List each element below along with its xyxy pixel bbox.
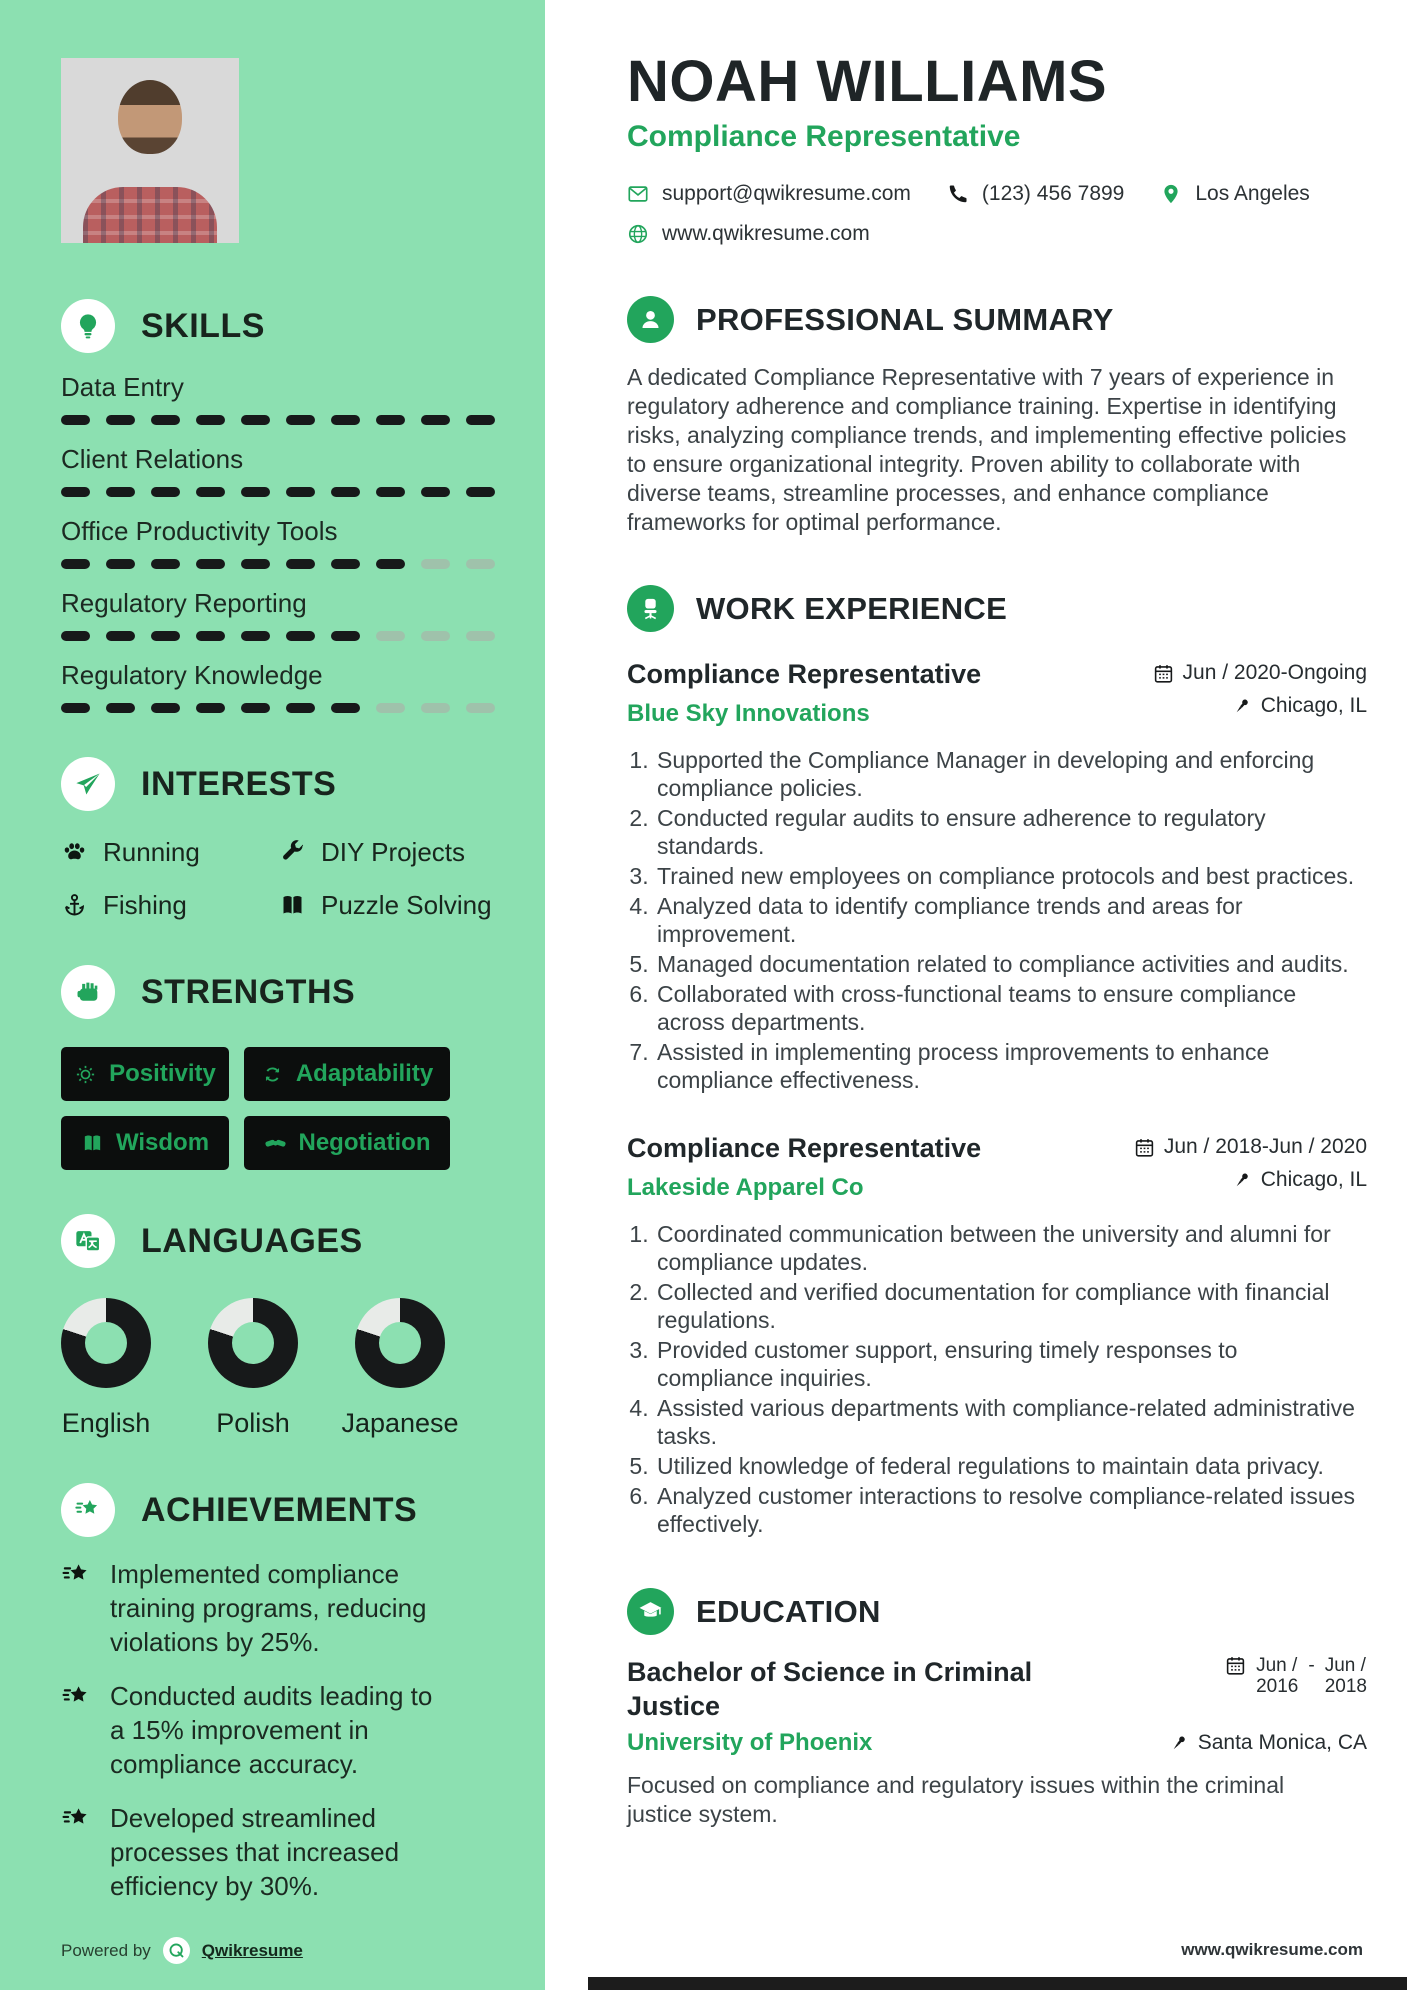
language-label: Polish <box>216 1408 290 1438</box>
star-lines-icon <box>61 1483 115 1537</box>
person-icon <box>627 296 674 343</box>
strengths-title: STRENGTHS <box>141 972 356 1011</box>
interest-label: Running <box>103 837 200 867</box>
achievements-title: ACHIEVEMENTS <box>141 1490 418 1529</box>
skill-dash <box>286 415 315 425</box>
skill-dash <box>241 631 270 641</box>
calendar-icon <box>1134 1137 1155 1158</box>
star-lines-icon <box>61 1560 92 1591</box>
interests-list <box>61 837 495 921</box>
education-start-year: 2016 <box>1256 1676 1299 1697</box>
education-end-month: Jun / <box>1324 1655 1366 1676</box>
interest-item <box>279 890 495 921</box>
summary-text: A dedicated Compliance Representative with 7 years of experience in regulatory adherence and compliance training. Expertise in identifying risks, analyzing compliance trends, and implementing effective policies to ensure organizational integrity. Proven ability to collaborate with diverse teams, streamline processes, and enhance compliance frameworks for optimal performance. <box>627 364 1347 535</box>
strengths-section <box>61 965 495 1170</box>
translate-icon <box>61 1214 115 1268</box>
strength-label: Adaptability <box>295 1060 434 1087</box>
strength-pill <box>244 1047 450 1101</box>
skill-dash <box>376 703 405 713</box>
education-location-text: Santa Monica, CA <box>1197 1731 1367 1754</box>
calendar-icon <box>1153 663 1174 684</box>
achievement-text: Implemented compliance training programs, reducing violations by 25%. <box>110 1559 427 1657</box>
interest-item <box>279 837 495 868</box>
skill-dash <box>376 559 405 569</box>
skill-dash <box>106 559 135 569</box>
job-dates <box>1153 661 1367 685</box>
experience-section-header <box>627 585 1367 632</box>
skill-dash <box>376 631 405 641</box>
skill-dash <box>376 415 405 425</box>
anchor-icon <box>61 892 88 919</box>
job-bullet-list <box>627 746 1355 1094</box>
language-item <box>341 1298 459 1439</box>
interests-title: INTERESTS <box>141 764 337 803</box>
skill-dash <box>466 415 495 425</box>
handshake-icon <box>264 1132 287 1155</box>
skill-dash <box>106 703 135 713</box>
education-location <box>1168 1731 1367 1755</box>
skill-dash <box>286 703 315 713</box>
language-label: Japanese <box>341 1408 459 1438</box>
language-item <box>208 1298 298 1439</box>
star-lines-icon <box>61 1804 92 1835</box>
skill-dash <box>421 559 450 569</box>
skill-dash <box>196 487 225 497</box>
location-text: Los Angeles <box>1195 182 1310 205</box>
languages-list <box>61 1298 495 1439</box>
contact-website <box>627 222 870 246</box>
candidate-name: NOAH WILLIAMS <box>627 49 1108 114</box>
job-bullet: 5. Utilized knowledge of federal regulations to maintain data privacy. <box>655 1452 1355 1480</box>
strength-label: Positivity <box>109 1060 216 1087</box>
achievements-section-header <box>61 1483 495 1537</box>
skill-dash <box>421 703 450 713</box>
achievement-item <box>61 1679 495 1781</box>
skill-dash <box>286 559 315 569</box>
interest-item <box>61 890 279 921</box>
powered-by-label: Powered by <box>61 1940 151 1960</box>
interest-label: Puzzle Solving <box>321 890 492 920</box>
skill-dash <box>61 487 90 497</box>
skill-dash <box>376 487 405 497</box>
skill-dash <box>331 559 360 569</box>
strength-label: Wisdom <box>115 1129 210 1156</box>
job-role: Compliance Representative <box>627 1133 982 1163</box>
education-title: EDUCATION <box>696 1593 881 1629</box>
skill-dash <box>106 415 135 425</box>
job-bullet: 4. Assisted various departments with compliance-related administrative tasks. <box>655 1394 1355 1450</box>
job-bullet: 6. Collaborated with cross-functional teams to ensure compliance across departments. <box>655 980 1355 1036</box>
skills-title: SKILLS <box>141 306 265 345</box>
candidate-job-title: Compliance Representative <box>627 120 1021 153</box>
job-location <box>1231 1168 1367 1192</box>
email-address[interactable]: support@qwikresume.com <box>662 182 911 205</box>
job-bullet: 1. Coordinated communication between the university and alumni for compliance updates. <box>655 1220 1355 1276</box>
job-bullet: 3. Provided customer support, ensuring timely responses to compliance inquiries. <box>655 1336 1355 1392</box>
languages-section-header <box>61 1214 495 1268</box>
skill-dash <box>241 415 270 425</box>
skill-dash <box>331 631 360 641</box>
paw-icon <box>61 839 88 866</box>
recycle-icon <box>261 1063 284 1086</box>
summary-title: PROFESSIONAL SUMMARY <box>696 301 1114 337</box>
envelope-icon <box>627 183 649 205</box>
education-school: University of Phoenix <box>627 1729 873 1756</box>
job-bullet: 2. Collected and verified documentation for compliance with financial regulations. <box>655 1278 1355 1334</box>
skill-level-bar <box>61 487 495 497</box>
sidebar <box>0 0 545 1990</box>
education-date-separator: - <box>1308 1655 1315 1676</box>
languages-section <box>61 1214 495 1439</box>
skill-row <box>61 516 495 569</box>
language-label: English <box>61 1408 151 1438</box>
skill-dash <box>466 487 495 497</box>
achievement-text: Conducted audits leading to a 15% improvement in compliance accuracy. <box>110 1681 433 1779</box>
footer-website-url[interactable]: www.qwikresume.com <box>1181 1940 1363 1959</box>
strengths-list <box>61 1047 495 1170</box>
sun-icon <box>74 1063 97 1086</box>
skill-dash <box>151 559 180 569</box>
skill-label: Office Productivity Tools <box>61 516 338 546</box>
job-dates-text: Jun / 2018-Jun / 2020 <box>1163 1135 1367 1158</box>
job-dates <box>1134 1135 1367 1159</box>
job-entry-2 <box>627 1132 1367 1538</box>
interest-label: Fishing <box>103 890 187 920</box>
skill-dash <box>466 631 495 641</box>
skill-label: Data Entry <box>61 372 184 402</box>
skill-label: Client Relations <box>61 444 244 474</box>
skill-dash <box>151 703 180 713</box>
achievements-list <box>61 1557 495 1903</box>
strengths-section-header <box>61 965 495 1019</box>
education-description: Focused on compliance and regulatory issues within the criminal justice system. <box>627 1772 1285 1827</box>
achievement-text: Developed streamlined processes that increased efficiency by 30%. <box>110 1803 400 1901</box>
fist-icon <box>61 965 115 1019</box>
grad-cap-icon <box>627 1588 674 1635</box>
skill-dash <box>466 703 495 713</box>
location-pin-icon <box>1160 183 1182 205</box>
achievement-item <box>61 1557 495 1659</box>
job-bullet: 6. Analyzed customer interactions to resolve compliance-related issues effectively. <box>655 1482 1355 1538</box>
interests-section-header <box>61 757 495 811</box>
experience-title: WORK EXPERIENCE <box>696 590 1008 626</box>
sidebar-footer <box>61 1937 303 1964</box>
pushpin-icon <box>1231 1170 1252 1191</box>
pushpin-icon <box>1168 1733 1189 1754</box>
wrench-icon <box>279 839 306 866</box>
contact-phone <box>947 182 1124 206</box>
skill-dash <box>331 703 360 713</box>
book-icon <box>81 1132 104 1155</box>
job-bullet: 1. Supported the Compliance Manager in developing and enforcing compliance policies. <box>655 746 1355 802</box>
q-logo-icon <box>163 1937 190 1964</box>
skill-dash <box>241 703 270 713</box>
interest-label: DIY Projects <box>321 837 466 867</box>
summary-section-header <box>627 296 1367 343</box>
skill-dash <box>151 631 180 641</box>
interests-section <box>61 757 495 921</box>
language-proficiency-donut <box>208 1298 298 1388</box>
skill-row <box>61 372 495 425</box>
skill-level-bar <box>61 703 495 713</box>
skill-dash <box>421 487 450 497</box>
skill-row <box>61 588 495 641</box>
language-proficiency-donut <box>355 1298 445 1388</box>
skill-dash <box>241 487 270 497</box>
job-company: Lakeside Apparel Co <box>627 1174 864 1201</box>
star-lines-icon <box>61 1682 92 1713</box>
skill-dash <box>466 559 495 569</box>
skill-dash <box>61 559 90 569</box>
skill-label: Regulatory Reporting <box>61 588 307 618</box>
skill-row <box>61 660 495 713</box>
education-entry <box>627 1655 1367 1723</box>
globe-icon <box>627 223 649 245</box>
education-end-year: 2018 <box>1324 1676 1367 1697</box>
strength-pill <box>244 1116 450 1170</box>
job-bullet-list <box>627 1220 1355 1538</box>
pushpin-icon <box>1231 696 1252 717</box>
skill-dash <box>196 703 225 713</box>
paper-plane-icon <box>61 757 115 811</box>
degree-title: Bachelor of Science in Criminal Justice <box>627 1657 1033 1721</box>
language-proficiency-donut <box>61 1298 151 1388</box>
contact-row-1 <box>627 182 1367 206</box>
skill-dash <box>241 559 270 569</box>
skill-dash <box>331 487 360 497</box>
skill-level-bar <box>61 415 495 425</box>
contact-email <box>627 182 911 206</box>
job-bullet: 3. Trained new employees on compliance protocols and best practices. <box>655 862 1355 890</box>
languages-title: LANGUAGES <box>141 1221 363 1260</box>
skill-dash <box>61 415 90 425</box>
job-bullet: 2. Conducted regular audits to ensure adherence to regulatory standards. <box>655 804 1355 860</box>
page-edge-bar <box>588 1977 1407 1990</box>
skill-dash <box>196 415 225 425</box>
skill-dash <box>106 487 135 497</box>
phone-icon <box>947 183 969 205</box>
contact-location <box>1160 182 1309 206</box>
chair-icon <box>627 585 674 632</box>
achievements-section <box>61 1483 495 1903</box>
skill-dash <box>286 487 315 497</box>
job-location <box>1231 694 1367 718</box>
profile-photo <box>61 58 239 243</box>
language-item <box>61 1298 151 1439</box>
education-start-month: Jun / <box>1256 1655 1298 1676</box>
job-location-text: Chicago, IL <box>1260 694 1367 717</box>
calendar-icon <box>1225 1655 1246 1676</box>
skill-level-bar <box>61 559 495 569</box>
bulb-icon <box>61 299 115 353</box>
job-role: Compliance Representative <box>627 659 982 689</box>
photo-head-silhouette <box>118 80 182 154</box>
interest-item <box>61 837 279 868</box>
job-company: Blue Sky Innovations <box>627 700 870 727</box>
education-section-header <box>627 1588 1367 1635</box>
skill-dash <box>61 631 90 641</box>
website-url[interactable]: www.qwikresume.com <box>662 222 870 245</box>
achievement-item <box>61 1801 495 1903</box>
skill-dash <box>421 415 450 425</box>
skill-dash <box>196 631 225 641</box>
skill-dash <box>286 631 315 641</box>
job-bullet: 5. Managed documentation related to compliance activities and audits. <box>655 950 1355 978</box>
skills-section <box>61 299 495 713</box>
skill-dash <box>196 559 225 569</box>
skill-dash <box>421 631 450 641</box>
book-icon <box>279 892 306 919</box>
strength-pill <box>61 1116 229 1170</box>
job-dates-text: Jun / 2020-Ongoing <box>1182 661 1367 684</box>
contact-row-2 <box>627 222 1367 246</box>
skill-dash <box>151 487 180 497</box>
skill-label: Regulatory Knowledge <box>61 660 323 690</box>
job-entry-1 <box>627 658 1367 1094</box>
job-bullet: 7. Assisted in implementing process improvements to enhance compliance effectiveness. <box>655 1038 1355 1094</box>
education-dates <box>1225 1655 1367 1697</box>
job-bullet: 4. Analyzed data to identify compliance trends and areas for improvement. <box>655 892 1355 948</box>
skills-section-header <box>61 299 495 353</box>
qwikresume-brand-link[interactable]: Qwikresume <box>201 1940 303 1960</box>
main-content <box>545 0 1407 1990</box>
skill-level-bar <box>61 631 495 641</box>
skills-list <box>61 372 495 713</box>
strength-pill <box>61 1047 229 1101</box>
skill-dash <box>331 415 360 425</box>
skill-row <box>61 444 495 497</box>
job-location-text: Chicago, IL <box>1260 1168 1367 1191</box>
phone-number: (123) 456 7899 <box>981 182 1125 205</box>
photo-shirt-silhouette <box>83 187 217 243</box>
skill-dash <box>106 631 135 641</box>
skill-dash <box>151 415 180 425</box>
skill-dash <box>61 703 90 713</box>
strength-label: Negotiation <box>298 1129 431 1156</box>
